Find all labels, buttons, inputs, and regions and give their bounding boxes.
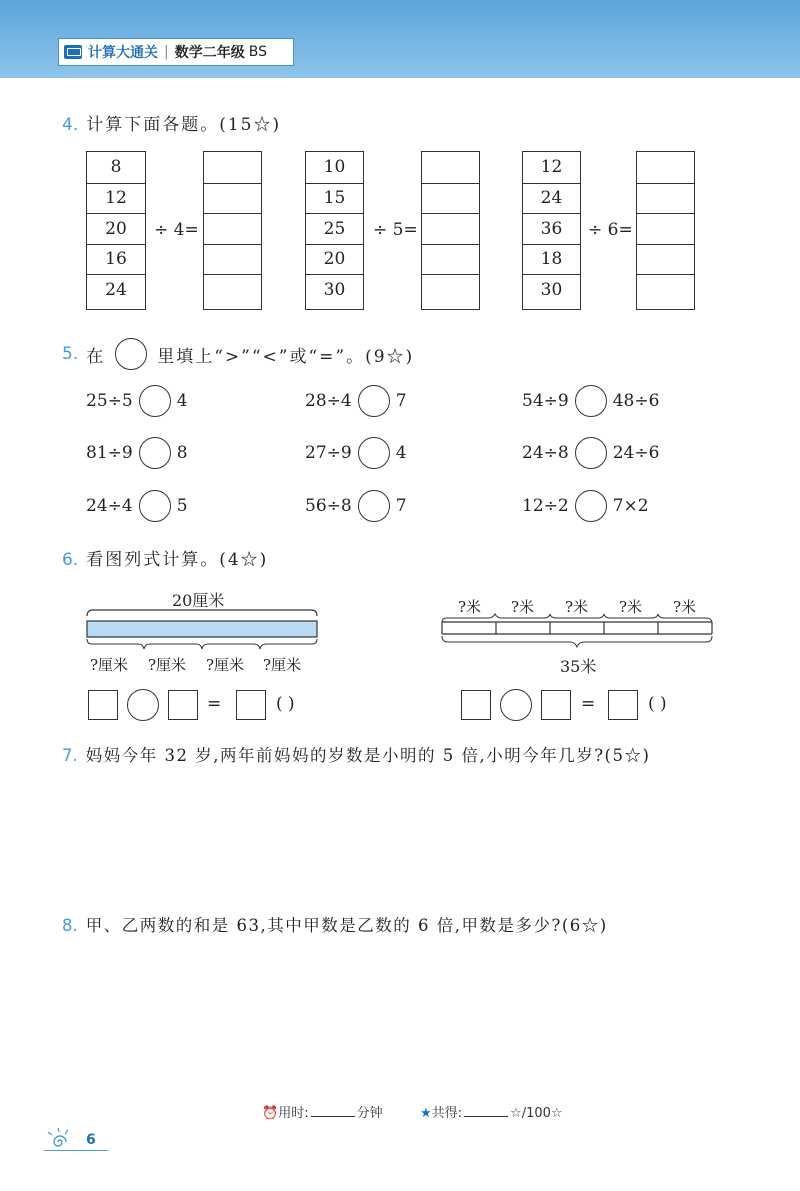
compare-right: 48÷6 — [612, 391, 660, 411]
question-text-after: 里填上“>”“<”或“=”。(9☆) — [157, 346, 415, 367]
part-label: ?厘米 — [206, 656, 245, 674]
compare-left: 12÷2 — [522, 496, 569, 516]
compare-right: 7×2 — [612, 496, 649, 516]
compare-left: 54÷9 — [522, 391, 569, 411]
question-number: 5. — [62, 344, 79, 364]
dividend-cell: 18 — [523, 244, 580, 275]
dividend-column-2 — [305, 151, 364, 310]
dividend-cell: 20 — [306, 244, 363, 275]
answer-cell[interactable] — [204, 152, 261, 183]
compare-item — [86, 490, 188, 522]
compare-item — [522, 490, 649, 522]
footer-divider — [44, 1150, 108, 1151]
equals-sign: = — [207, 694, 222, 714]
compare-left: 28÷4 — [305, 391, 352, 411]
question-number: 8. — [62, 916, 78, 935]
question-number: 6. — [62, 550, 79, 570]
compare-right: 4 — [395, 443, 407, 463]
dividend-column-3 — [522, 151, 581, 310]
swirl-icon — [46, 1128, 74, 1150]
question-text: 妈妈今年 32 岁,两年前妈妈的岁数是小明的 5 倍,小明今年几岁?(5☆) — [85, 746, 651, 765]
question-7-heading — [62, 742, 650, 766]
dividend-cell: 30 — [523, 274, 580, 305]
answer-column-1[interactable] — [203, 151, 262, 310]
dividend-cell: 8 — [110, 157, 122, 178]
answer-cell[interactable] — [204, 274, 261, 305]
answer-circle[interactable] — [358, 490, 390, 522]
compare-item — [305, 385, 407, 417]
score-unit: ☆/100☆ — [510, 1106, 563, 1121]
answer-circle[interactable] — [575, 437, 607, 469]
total-length-label: 35米 — [560, 657, 597, 676]
part-label: ?米 — [458, 598, 482, 616]
answer-cell[interactable] — [422, 152, 479, 183]
answer-box[interactable] — [461, 690, 491, 720]
answer-circle[interactable] — [139, 385, 171, 417]
bottom-brace — [202, 639, 317, 649]
compare-item — [86, 385, 188, 417]
part-label: ?米 — [511, 598, 535, 616]
answer-cell[interactable] — [204, 244, 261, 275]
bottom-brace — [442, 636, 712, 647]
clock-icon: ⏰ — [262, 1106, 279, 1121]
compare-right: 7 — [395, 391, 407, 411]
book-title: 计算大通关 — [88, 45, 158, 61]
length-bar — [87, 621, 317, 637]
dividend-cell: 10 — [323, 157, 346, 178]
dividend-cell: 12 — [87, 183, 145, 214]
answer-cell[interactable] — [637, 213, 694, 244]
answer-circle[interactable] — [575, 385, 607, 417]
part-label: ?米 — [619, 598, 643, 616]
answer-box[interactable] — [88, 690, 118, 720]
compare-left: 81÷9 — [86, 443, 133, 463]
time-label: 用时: — [278, 1106, 309, 1121]
edition-label: BS — [248, 44, 267, 60]
unit-paren: ( ) — [648, 694, 667, 714]
time-field — [262, 1102, 383, 1121]
compare-right: 8 — [176, 443, 188, 463]
dividend-cell: 30 — [306, 274, 363, 305]
dividend-cell: 16 — [87, 244, 145, 275]
dividend-cell: 36 — [523, 213, 580, 244]
segment-diagram-left — [80, 606, 325, 652]
compare-item — [522, 437, 659, 469]
dividend-cell: 24 — [523, 183, 580, 214]
operator-label: ÷ 4= — [154, 220, 199, 240]
answer-cell[interactable] — [637, 244, 694, 275]
answer-cell[interactable] — [204, 183, 261, 214]
dividend-cell: 20 — [87, 213, 145, 244]
answer-cell[interactable] — [422, 274, 479, 305]
answer-box[interactable] — [168, 690, 198, 720]
title-separator: | — [164, 44, 169, 60]
operator-circle[interactable] — [500, 689, 532, 721]
answer-cell[interactable] — [637, 183, 694, 214]
answer-cell[interactable] — [204, 213, 261, 244]
compare-left: 24÷4 — [86, 496, 133, 516]
operator-label: ÷ 5= — [373, 220, 418, 240]
compare-right: 5 — [176, 496, 188, 516]
answer-circle[interactable] — [358, 437, 390, 469]
answer-circle[interactable] — [358, 385, 390, 417]
answer-cell[interactable] — [637, 152, 694, 183]
top-brace — [442, 614, 712, 622]
compare-right: 24÷6 — [612, 443, 660, 463]
question-text: 甲、乙两数的和是 63,其中甲数是乙数的 6 倍,甲数是多少?(6☆) — [85, 916, 608, 935]
total-length-label: 20厘米 — [172, 591, 225, 610]
question-number: 7. — [62, 746, 78, 765]
answer-box[interactable] — [541, 690, 571, 720]
time-unit: 分钟 — [356, 1106, 383, 1121]
dividend-cell: 24 — [87, 274, 145, 305]
dividend-cell: 15 — [306, 183, 363, 214]
question-5-heading — [62, 338, 414, 370]
part-label: ?厘米 — [263, 656, 302, 674]
answer-circle[interactable] — [139, 437, 171, 469]
answer-cell[interactable] — [422, 213, 479, 244]
question-6-heading — [62, 545, 268, 570]
answer-cell[interactable] — [637, 274, 694, 305]
page-number: 6 — [86, 1132, 96, 1148]
unit-paren: ( ) — [276, 694, 295, 714]
question-text: 计算下面各题。(15☆) — [86, 115, 282, 135]
compare-right: 4 — [176, 391, 188, 411]
operator-label: ÷ 6= — [588, 220, 633, 240]
answer-circle[interactable] — [575, 490, 607, 522]
question-text-before: 在 — [86, 346, 106, 367]
compare-item — [522, 385, 659, 417]
compare-item — [305, 437, 407, 469]
book-title-box — [58, 38, 294, 66]
score-blank[interactable] — [464, 1116, 508, 1117]
compare-right: 7 — [395, 496, 407, 516]
part-label: ?厘米 — [90, 656, 129, 674]
book-icon — [64, 45, 82, 59]
top-brace — [87, 610, 317, 616]
part-label: ?厘米 — [148, 656, 187, 674]
operator-circle[interactable] — [127, 689, 159, 721]
answer-box[interactable] — [236, 690, 266, 720]
part-label: ?米 — [565, 598, 589, 616]
question-text: 看图列式计算。(4☆) — [86, 550, 269, 570]
answer-box[interactable] — [608, 690, 638, 720]
question-8-heading — [62, 912, 608, 936]
answer-area[interactable] — [62, 945, 762, 1085]
compare-left: 24÷8 — [522, 443, 569, 463]
answer-column-3[interactable] — [636, 151, 695, 310]
time-blank[interactable] — [311, 1116, 355, 1117]
answer-cell[interactable] — [422, 183, 479, 214]
score-field — [420, 1102, 563, 1121]
compare-left: 56÷8 — [305, 496, 352, 516]
dividend-cell: 12 — [540, 157, 563, 178]
question-number: 4. — [62, 115, 79, 135]
equals-sign: = — [581, 694, 596, 714]
answer-column-2[interactable] — [421, 151, 480, 310]
question-4-heading — [62, 110, 281, 135]
answer-cell[interactable] — [422, 244, 479, 275]
part-label: ?米 — [673, 598, 697, 616]
compare-left: 27÷9 — [305, 443, 352, 463]
star-icon: ★ — [420, 1106, 432, 1121]
dividend-cell: 25 — [306, 213, 363, 244]
subject-title: 数学二年级 — [174, 45, 245, 61]
compare-left: 25÷5 — [86, 391, 133, 411]
circle-symbol — [115, 338, 147, 370]
answer-circle[interactable] — [139, 490, 171, 522]
bottom-brace — [87, 639, 202, 649]
compare-item — [305, 490, 407, 522]
segment-diagram-right — [438, 612, 718, 652]
dividend-column-1 — [86, 151, 146, 310]
answer-area[interactable] — [62, 775, 762, 895]
score-label: 共得: — [431, 1106, 463, 1121]
compare-item — [86, 437, 188, 469]
